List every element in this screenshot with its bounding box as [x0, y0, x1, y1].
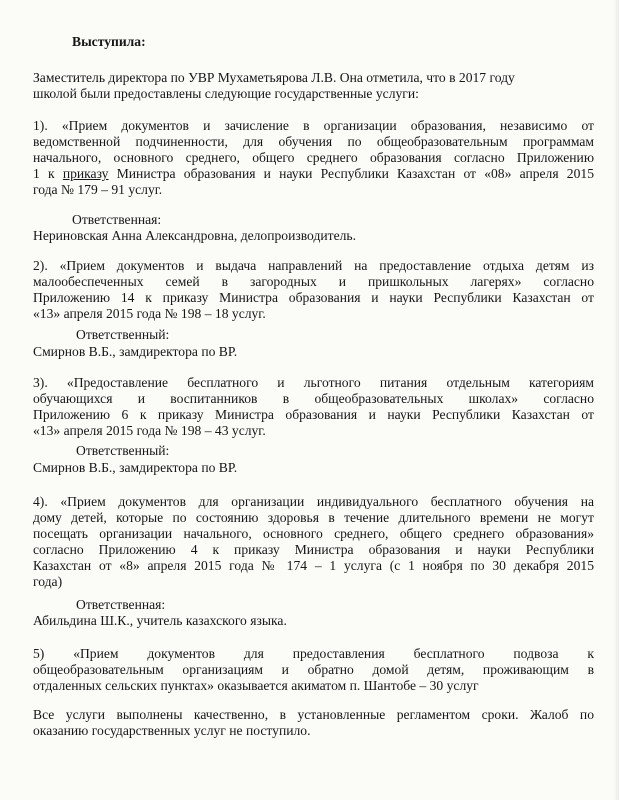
- service-item-4: [33, 494, 594, 590]
- item-line: малообеспеченных семей в загородных и пришкольных лагерях» согласно: [33, 274, 594, 289]
- item-line: 3). «Предоставление бесплатного и льготного питания отдельным категориям: [33, 375, 594, 390]
- item-line: 5) «Прием документов для предоставления бесплатного подвоза к: [33, 646, 594, 661]
- responsible-label: Ответственный:: [76, 327, 170, 342]
- item-line: года № 179 – 91 услуг.: [33, 182, 163, 197]
- intro-paragraph: [33, 70, 594, 102]
- item-line: [33, 166, 594, 182]
- item-line: начального, основного среднего, общего среднего образования согласно Приложению: [33, 150, 594, 165]
- item-line: Приложению 14 к приказу Министра образования и науки Республики Казахстан от: [33, 290, 594, 305]
- item-line: обучающихся и воспитанников в общеобразовательных школах» согласно: [33, 391, 594, 406]
- item-line: отдаленных сельских пунктах» оказывается акиматом п. Шантобе – 30 услуг: [33, 678, 479, 693]
- item-line: посещать организации начального, основного среднего, общего среднего образования»: [33, 526, 594, 541]
- item-text: Министра образования и науки Республики Казахстан от «08» апреля 2015: [108, 166, 594, 181]
- item-line: «13» апреля 2015 года № 198 – 43 услуг.: [33, 423, 266, 438]
- responsible-name: Абильдина Ш.К., учитель казахского языка.: [33, 613, 287, 628]
- intro-line: школой были предоставлены следующие государственные услуги:: [33, 86, 419, 101]
- item-line: Приложению 6 к приказу Министра образования и науки Республики Казахстан от: [33, 407, 594, 422]
- responsible-label: Ответственная:: [72, 212, 162, 227]
- service-item-1: [33, 118, 594, 198]
- responsible-name: Смирнов В.Б., замдиректора по ВР.: [33, 344, 238, 359]
- item-text: 1 к: [33, 166, 63, 181]
- item-line: года): [33, 574, 63, 589]
- closing-line: Все услуги выполнены качественно, в установленные регламентом сроки. Жалоб по: [33, 707, 594, 722]
- intro-line: Заместитель директора по УВР Мухаметьярова Л.В. Она отметила, что в 2017 году: [33, 70, 515, 85]
- item-line: «13» апреля 2015 года № 198 – 18 услуг.: [33, 306, 266, 321]
- responsible-name: Смирнов В.Б., замдиректора по ВР.: [33, 460, 238, 475]
- item-line: согласно Приложению 4 к приказу Министра образования и науки Республики: [33, 542, 594, 557]
- service-item-3: [33, 375, 594, 439]
- service-item-5: [33, 646, 594, 694]
- item-line: дому детей, которые по состоянию здоровья в течение длительного времени не могут: [33, 510, 594, 525]
- service-item-2: [33, 258, 594, 322]
- item-line: 2). «Прием документов и выдача направлений на предоставление отдыха детям из: [33, 258, 594, 273]
- item-line: общеобразовательным организациям и обратно домой детям, проживающим в: [33, 662, 594, 677]
- responsible-label: Ответственная:: [76, 597, 166, 612]
- item-line: 4). «Прием документов для организации индивидуального бесплатного обучения на: [33, 494, 594, 509]
- item-line: 1). «Прием документов и зачисление в организации образования, независимо от: [33, 118, 594, 133]
- order-link[interactable]: приказу: [62, 166, 109, 181]
- responsible-label: Ответственный:: [76, 443, 170, 458]
- heading: Выступила:: [72, 34, 146, 49]
- responsible-name: Нериновская Анна Александровна, делопроизводитель.: [33, 228, 357, 243]
- closing-paragraph: [33, 707, 594, 739]
- item-line: ведомственной подчиненности, для обучения по общеобразовательным программам: [33, 134, 594, 149]
- item-line: Казахстан от «8» апреля 2015 года № 174 – 1 услуга (с 1 ноября по 30 декабря 2015: [33, 558, 594, 573]
- closing-line: оказанию государственных услуг не поступило.: [33, 723, 311, 738]
- page-edge-shadow: [613, 0, 619, 800]
